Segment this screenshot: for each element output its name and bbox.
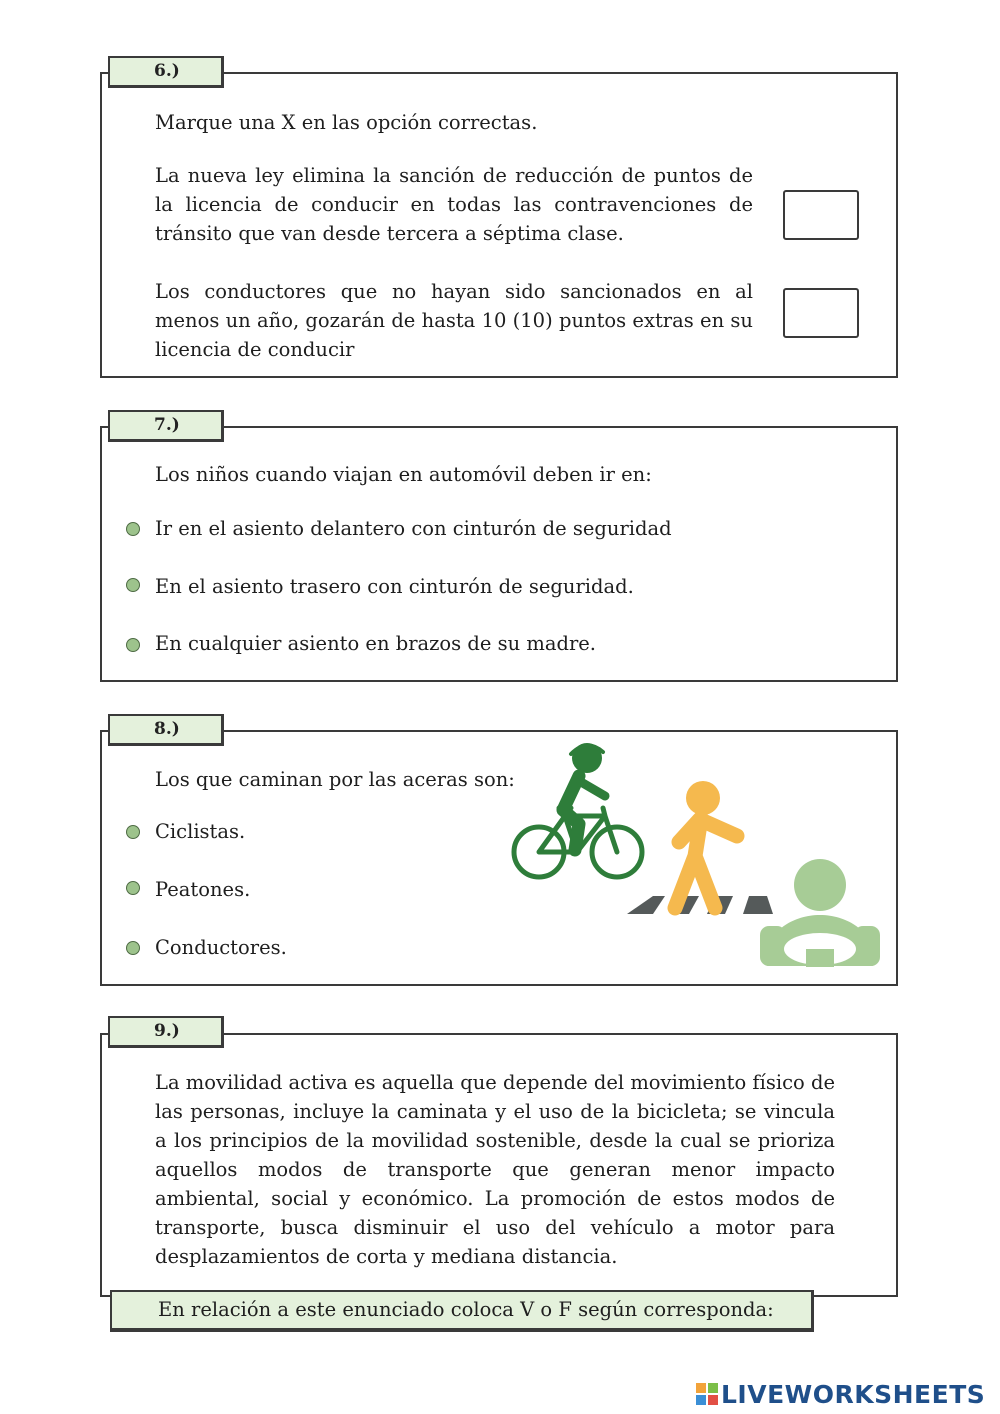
q8-number-tab: 8.) bbox=[108, 714, 224, 746]
q7-option-3-label: En cualquier asiento en brazos de su madre. bbox=[155, 632, 597, 655]
q8-option-1-radio[interactable] bbox=[126, 825, 140, 839]
q8-option-2-radio[interactable] bbox=[126, 881, 140, 895]
liveworksheets-logo bbox=[696, 1380, 985, 1408]
q7-option-1-label: Ir en el asiento delantero con cinturón de seguridad bbox=[155, 517, 672, 540]
liveworksheets-grid-icon bbox=[696, 1383, 718, 1405]
q6-checkbox-2[interactable] bbox=[783, 288, 859, 338]
q9-instruction-banner: En relación a este enunciado coloca V o F según corresponda: bbox=[110, 1290, 814, 1332]
q6-statement-2: Los conductores que no hayan sido sancionados en al menos un año, gozarán de hasta 10 (10) puntos extras en su licencia de conducir bbox=[155, 280, 753, 361]
liveworksheets-logo-text: LIVEWORKSHEETS bbox=[721, 1379, 986, 1409]
q9-paragraph: La movilidad activa es aquella que depende del movimiento físico de las personas, incluye la caminata y el uso de la bicicleta; se vincula a los principios de la movilidad sostenible, desde la cual se prioriza aquellos modos de transporte que generan menor impacto ambiental, social y económico. La promoción de estos modos de transporte, busca disminuir el uso del vehículo a motor para desplazamientos de corta y mediana distancia. bbox=[155, 1071, 835, 1268]
q6-checkbox-1[interactable] bbox=[783, 190, 859, 240]
q6-statement-1: La nueva ley elimina la sanción de reducción de puntos de la licencia de conducir en todas las contravenciones de tránsito que van desde tercera a séptima clase. bbox=[155, 164, 753, 245]
mobility-illustration bbox=[505, 738, 890, 978]
q7-number-tab: 7.) bbox=[108, 410, 224, 442]
q8-option-3-label: Conductores. bbox=[155, 936, 287, 959]
q7-option-2-label: En el asiento trasero con cinturón de seguridad. bbox=[155, 575, 634, 598]
q6-number-tab: 6.) bbox=[108, 56, 224, 88]
cyclist-icon bbox=[514, 743, 642, 877]
q7-option-3-radio[interactable] bbox=[126, 638, 140, 652]
q6-instruction: Marque una X en las opción correctas. bbox=[155, 111, 538, 134]
driver-icon bbox=[760, 859, 880, 967]
q7-option-2-radio[interactable] bbox=[126, 578, 140, 592]
q8-option-1-label: Ciclistas. bbox=[155, 820, 246, 843]
pedestrian-icon bbox=[627, 781, 773, 914]
q8-question: Los que caminan por las aceras son: bbox=[155, 768, 515, 791]
q8-option-3-radio[interactable] bbox=[126, 941, 140, 955]
q8-option-2-label: Peatones. bbox=[155, 878, 251, 901]
q9-number-tab: 9.) bbox=[108, 1016, 224, 1048]
q7-question: Los niños cuando viajan en automóvil deben ir en: bbox=[155, 463, 652, 486]
q7-option-1-radio[interactable] bbox=[126, 522, 140, 536]
